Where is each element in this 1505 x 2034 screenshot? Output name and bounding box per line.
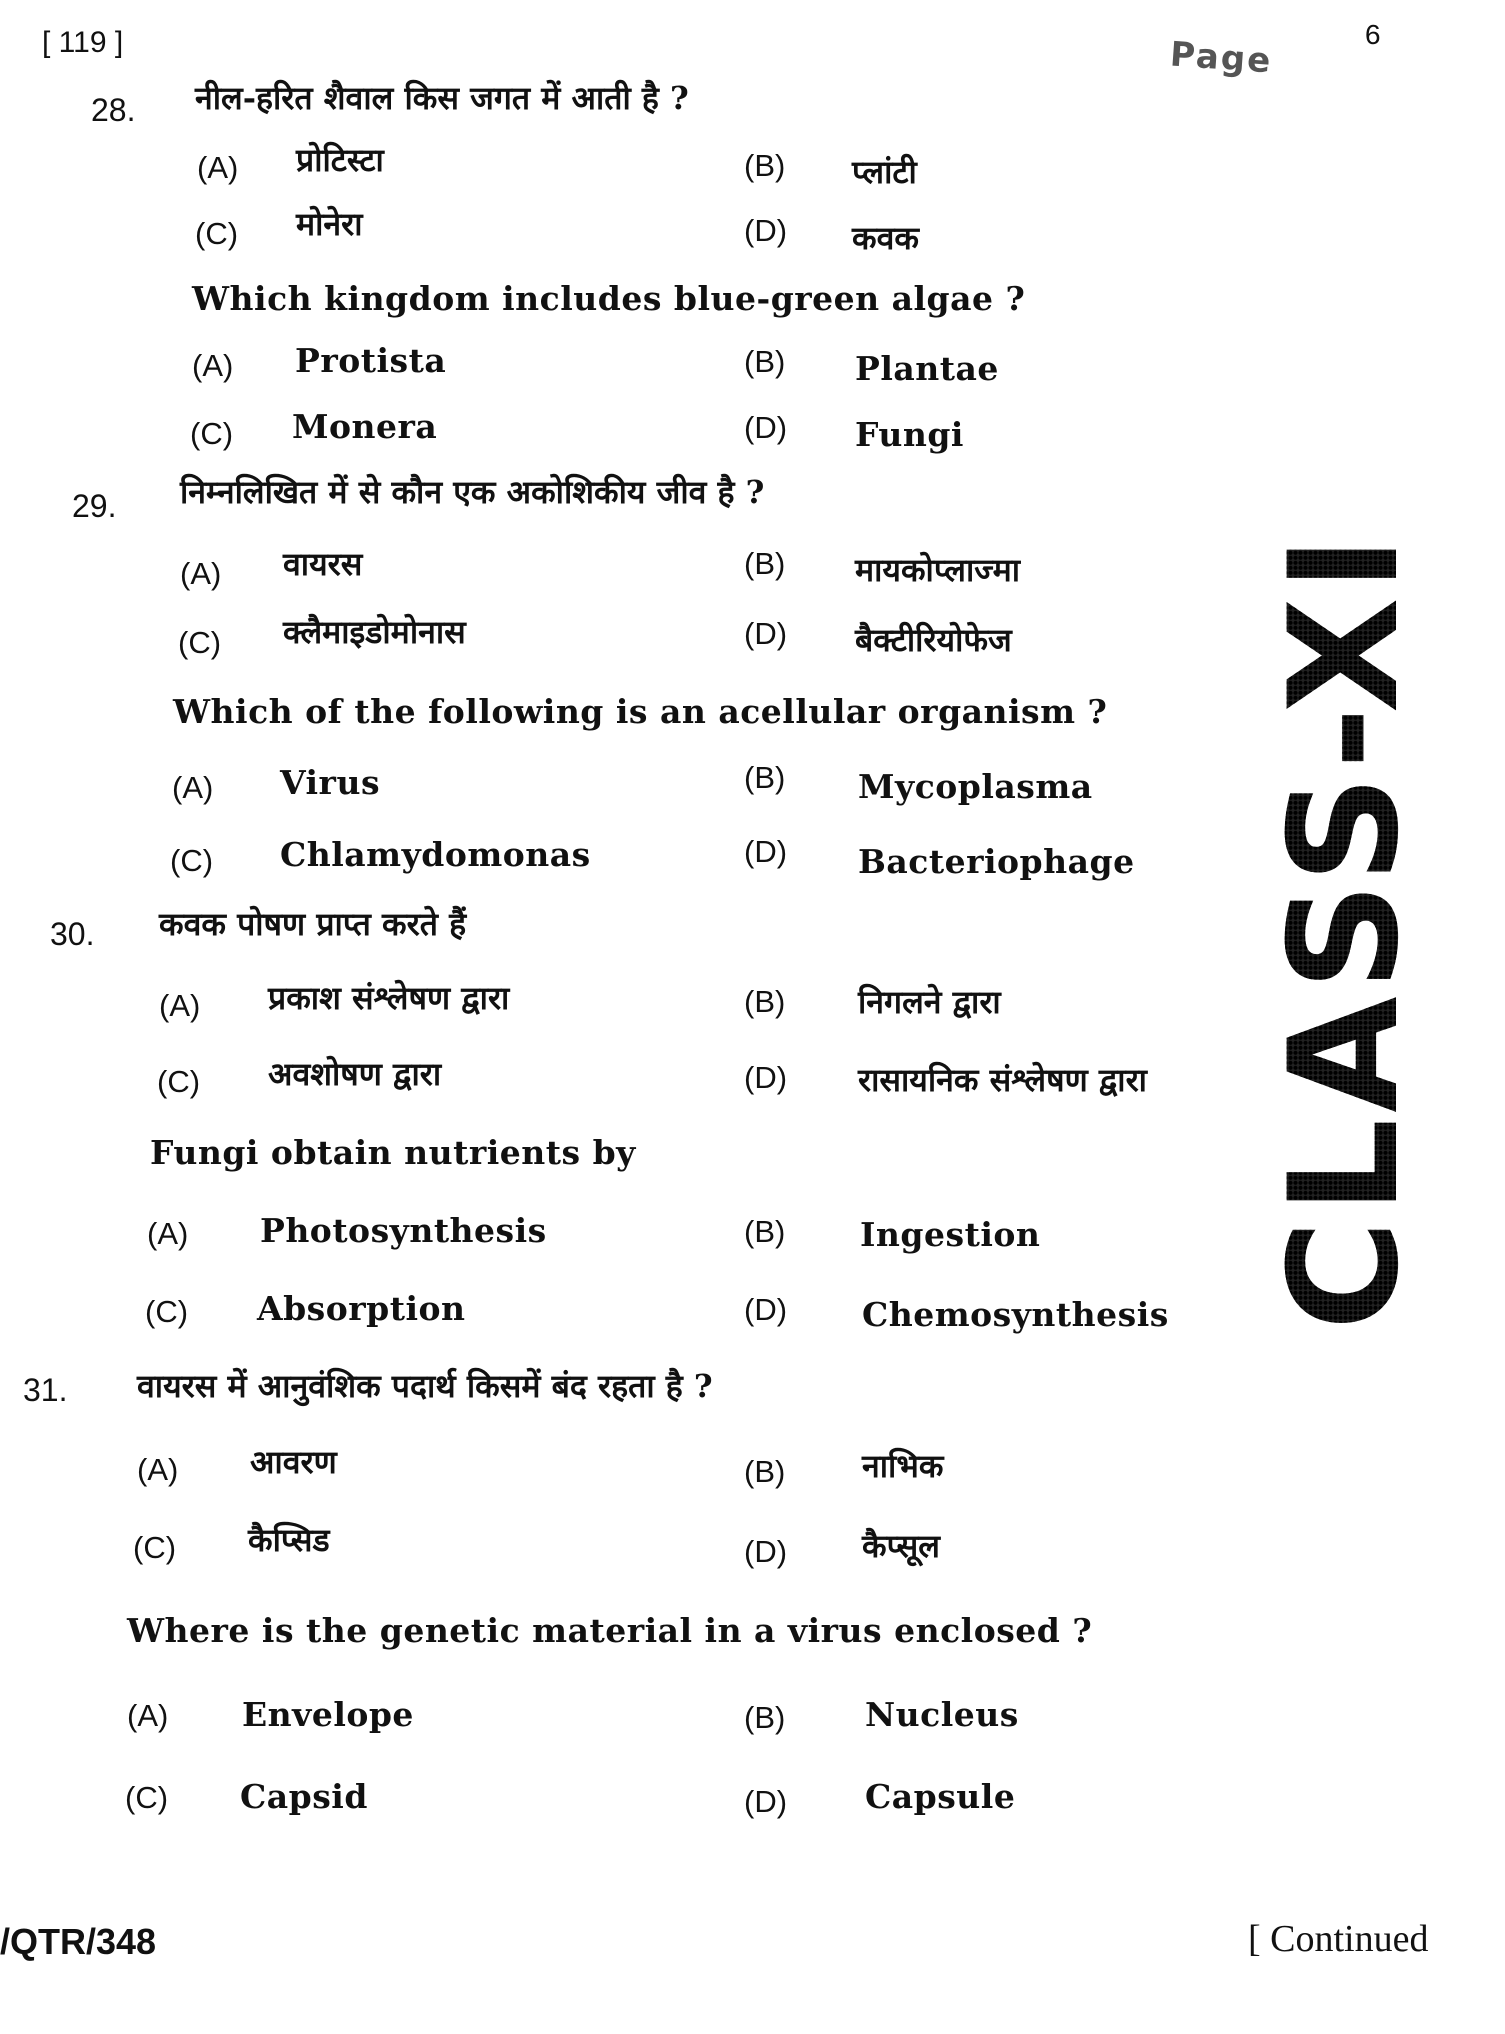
option-hindi-c: मोनेरा [296, 205, 363, 243]
question-number: 28. [91, 92, 136, 128]
option-hindi-a: प्रकाश संश्लेषण द्वारा [268, 979, 510, 1017]
option-label: (C) [170, 843, 214, 878]
option-label: (C) [145, 1294, 189, 1329]
paper-code: /QTR/348 [0, 1921, 157, 1962]
option-hindi-a: आवरण [250, 1443, 337, 1481]
option-english-d: Capsule [865, 1777, 1016, 1816]
question-number: 30. [50, 916, 95, 952]
question-english: Which kingdom includes blue-green algae ? [192, 279, 1026, 318]
option-label: (B) [744, 1214, 786, 1249]
option-english-a: Virus [280, 763, 381, 802]
option-label: (B) [744, 344, 786, 379]
option-hindi-a: प्रोटिस्टा [296, 141, 384, 179]
option-english-c: Chlamydomonas [280, 835, 591, 874]
option-english-d: Bacteriophage [858, 842, 1135, 881]
option-english-a: Protista [295, 341, 447, 380]
question-hindi: निम्नलिखित में से कौन एक अकोशिकीय जीव है ? [180, 473, 765, 511]
question-english: Where is the genetic material in a virus enclosed ? [127, 1611, 1093, 1650]
option-label: (C) [178, 625, 222, 660]
option-label: (C) [133, 1530, 177, 1565]
option-label: (D) [744, 1060, 788, 1095]
option-english-a: Envelope [242, 1695, 414, 1734]
option-english-b: Nucleus [865, 1695, 1019, 1734]
option-label: (D) [744, 1292, 788, 1327]
option-label: (B) [744, 984, 786, 1019]
option-english-c: Capsid [240, 1777, 368, 1816]
option-label: (A) [180, 556, 222, 591]
option-label: (A) [159, 988, 201, 1023]
question-number: 31. [23, 1372, 68, 1408]
option-hindi-c: कैप्सिड [248, 1521, 330, 1559]
option-english-b: Ingestion [860, 1215, 1041, 1254]
option-label: (A) [192, 348, 234, 383]
option-hindi-c: क्लैमाइडोमोनास [283, 613, 466, 651]
option-hindi-d: रासायनिक संश्लेषण द्वारा [858, 1061, 1147, 1099]
option-label: (D) [744, 1784, 788, 1819]
option-label: (A) [127, 1698, 169, 1733]
option-hindi-d: कवक [852, 219, 919, 257]
option-english-b: Plantae [855, 349, 999, 388]
option-hindi-d: बैक्टीरियोफेज [855, 621, 1012, 659]
option-english-c: Absorption [257, 1289, 466, 1328]
option-label: (A) [172, 770, 214, 805]
option-english-a: Photosynthesis [260, 1211, 547, 1250]
option-english-d: Fungi [855, 415, 964, 454]
option-english-b: Mycoplasma [858, 767, 1093, 806]
question-english: Fungi obtain nutrients by [150, 1133, 636, 1172]
option-label: (B) [744, 760, 786, 795]
option-label: (A) [197, 150, 239, 185]
page-number: 9 [1365, 19, 1381, 50]
option-hindi-b: मायकोप्लाज्मा [855, 551, 1020, 589]
class-watermark: CLASS-XI [1258, 529, 1432, 1331]
option-label: (D) [744, 834, 788, 869]
option-english-d: Chemosynthesis [862, 1295, 1169, 1334]
option-label: (C) [195, 216, 239, 251]
option-label: (D) [744, 410, 788, 445]
question-hindi: कवक पोषण प्राप्त करते हैं [159, 905, 467, 943]
option-label: (B) [744, 148, 786, 183]
option-label: (C) [157, 1064, 201, 1099]
option-label: (D) [744, 616, 788, 651]
option-label: (C) [190, 416, 234, 451]
page-reference: [ 119 ] [42, 26, 124, 59]
option-label: (D) [744, 1534, 788, 1569]
option-hindi-a: वायरस [283, 545, 363, 583]
option-label: (A) [137, 1452, 179, 1487]
continued-note: [ Continued [1248, 1918, 1429, 1960]
option-english-c: Monera [292, 407, 438, 446]
option-label: (B) [744, 1454, 786, 1489]
question-english: Which of the following is an acellular organism ? [173, 692, 1108, 731]
page-stamp: Page [1168, 34, 1274, 82]
option-hindi-b: नाभिक [862, 1447, 944, 1485]
question-hindi: नील-हरित शैवाल किस जगत में आती है ? [195, 79, 689, 117]
question-hindi: वायरस में आनुवंशिक पदार्थ किसमें बंद रहता है ? [137, 1367, 713, 1405]
option-hindi-c: अवशोषण द्वारा [268, 1055, 442, 1093]
option-hindi-d: कैप्सूल [862, 1527, 940, 1565]
option-label: (B) [744, 1700, 786, 1735]
question-number: 29. [72, 488, 117, 524]
option-label: (D) [744, 213, 788, 248]
option-label: (C) [125, 1780, 169, 1815]
option-hindi-b: प्लांटी [852, 153, 917, 191]
option-label: (B) [744, 546, 786, 581]
option-label: (A) [147, 1216, 189, 1251]
option-hindi-b: निगलने द्वारा [858, 983, 1001, 1021]
